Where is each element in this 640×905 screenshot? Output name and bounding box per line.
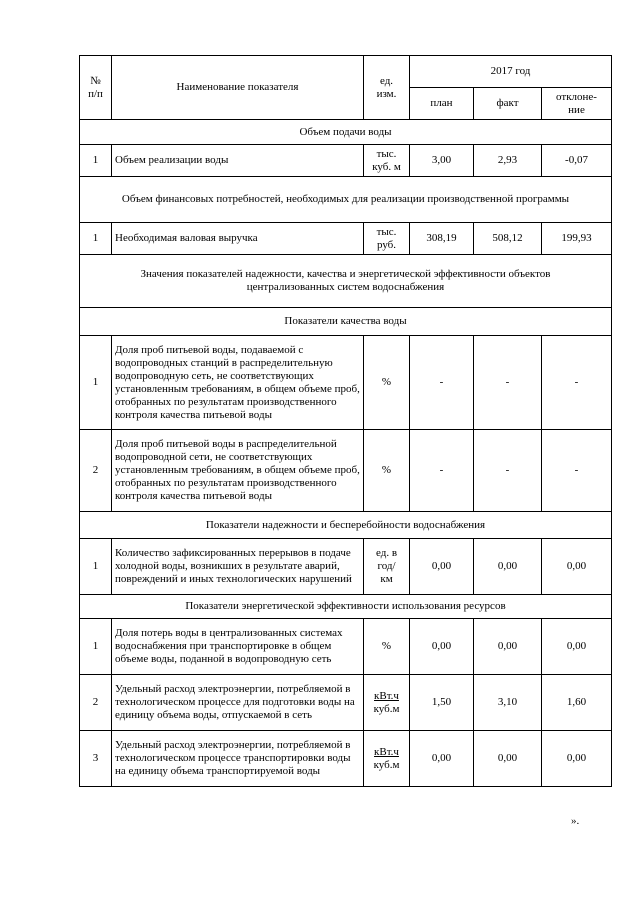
section-title-indicators xyxy=(80,255,612,308)
row-deviation: - xyxy=(542,336,612,430)
row-unit: % xyxy=(364,336,410,430)
row-fact: 0,00 xyxy=(474,731,542,787)
row-deviation: 0,00 xyxy=(542,539,612,595)
row-deviation: - xyxy=(542,430,612,512)
row-num: 1 xyxy=(80,539,112,595)
table-row xyxy=(80,619,612,675)
header-row xyxy=(80,56,612,88)
section-row xyxy=(80,595,612,619)
section-title-quality: Показатели качества воды xyxy=(80,308,612,336)
table-row xyxy=(80,145,612,177)
table-row xyxy=(80,336,612,430)
header-unit: ед. изм. xyxy=(364,56,410,120)
header-year: 2017 год xyxy=(410,56,612,88)
row-fact: - xyxy=(474,430,542,512)
table-row xyxy=(80,430,612,512)
row-unit: тыс. руб. xyxy=(364,223,410,255)
row-plan: - xyxy=(410,336,474,430)
row-deviation: -0,07 xyxy=(542,145,612,177)
row-plan: 0,00 xyxy=(410,731,474,787)
section-title-reliability: Показатели надежности и бесперебойности водоснабжения xyxy=(80,512,612,539)
row-deviation: 0,00 xyxy=(542,731,612,787)
row-num: 2 xyxy=(80,675,112,731)
row-fact: 0,00 xyxy=(474,539,542,595)
row-plan: 3,00 xyxy=(410,145,474,177)
row-name: Количество зафиксированных перерывов в подаче холодной воды, возникших в результате аварий, повреждений и иных технологических нарушений xyxy=(112,539,364,595)
row-num: 3 xyxy=(80,731,112,787)
row-name: Удельный расход электроэнергии, потребляемой в технологическом процессе для подготовки воды на единицу объема воды, отпускаемой в сеть xyxy=(112,675,364,731)
header-plan: план xyxy=(410,88,474,120)
row-fact: 2,93 xyxy=(474,145,542,177)
row-plan: 1,50 xyxy=(410,675,474,731)
section-title-energy: Показатели энергетической эффективности использования ресурсов xyxy=(80,595,612,619)
section-title-supply: Объем подачи воды xyxy=(80,120,612,145)
unit-denominator: куб.м xyxy=(373,702,400,715)
row-name: Удельный расход электроэнергии, потребляемой в технологическом процессе транспортировки воды на единицу объема транспортируемой воды xyxy=(112,731,364,787)
table-row xyxy=(80,675,612,731)
section-row xyxy=(80,120,612,145)
row-name: Доля потерь воды в централизованных системах водоснабжения при транспортировке в общем объеме воды, поданной в водопроводную сеть xyxy=(112,619,364,675)
header-num: № п/п xyxy=(80,56,112,120)
header-fact: факт xyxy=(474,88,542,120)
section-row xyxy=(80,255,612,308)
row-name: Объем реализации воды xyxy=(112,145,364,177)
row-num: 1 xyxy=(80,619,112,675)
table-row xyxy=(80,539,612,595)
section-title-finance: Объем финансовых потребностей, необходимых для реализации производственной программы xyxy=(80,177,612,223)
row-num: 2 xyxy=(80,430,112,512)
header-name: Наименование показателя xyxy=(112,56,364,120)
row-deviation: 199,93 xyxy=(542,223,612,255)
indicators-table xyxy=(79,55,612,787)
row-unit xyxy=(364,731,410,787)
row-num: 1 xyxy=(80,336,112,430)
row-plan: 0,00 xyxy=(410,539,474,595)
row-name: Необходимая валовая выручка xyxy=(112,223,364,255)
unit-numerator: кВт.ч xyxy=(374,745,399,758)
row-num: 1 xyxy=(80,223,112,255)
row-fact: - xyxy=(474,336,542,430)
row-fact: 508,12 xyxy=(474,223,542,255)
unit-numerator: кВт.ч xyxy=(374,689,399,702)
row-deviation: 0,00 xyxy=(542,619,612,675)
section-row xyxy=(80,308,612,336)
section-row xyxy=(80,177,612,223)
row-plan: - xyxy=(410,430,474,512)
row-plan: 308,19 xyxy=(410,223,474,255)
header-deviation: отклоне- ние xyxy=(542,88,612,120)
row-name: Доля проб питьевой воды, подаваемой с водопроводных станций в распределительную водопроводную сеть, не соответствующих установленным требованиям, в общем объеме проб, отобранных по результатам производственного контроля качества питьевой воды xyxy=(112,336,364,430)
row-unit xyxy=(364,675,410,731)
indicators-text: Значения показателей надежности, качества и энергетической эффективности объектов централизованных систем водоснабжения xyxy=(140,268,551,293)
row-plan: 0,00 xyxy=(410,619,474,675)
row-unit: тыс. куб. м xyxy=(364,145,410,177)
closing-quote: ». xyxy=(571,815,580,827)
row-fact: 0,00 xyxy=(474,619,542,675)
table-row xyxy=(80,731,612,787)
row-name: Доля проб питьевой воды в распределительной водопроводной сети, не соответствующих установленным требованиям, в общем объеме проб, отобранных по результатам производственного контроля качества питьевой воды xyxy=(112,430,364,512)
table-row xyxy=(80,223,612,255)
row-fact: 3,10 xyxy=(474,675,542,731)
row-deviation: 1,60 xyxy=(542,675,612,731)
row-unit: ед. в год/ км xyxy=(364,539,410,595)
row-unit: % xyxy=(364,430,410,512)
row-num: 1 xyxy=(80,145,112,177)
unit-denominator: куб.м xyxy=(373,758,400,771)
section-row xyxy=(80,512,612,539)
row-unit: % xyxy=(364,619,410,675)
